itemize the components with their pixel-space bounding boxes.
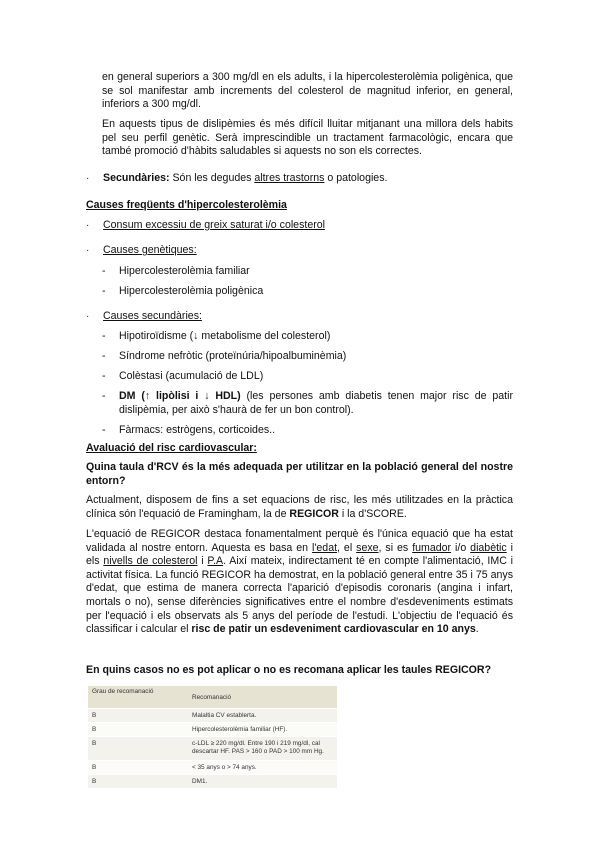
avaluacio-paragraph-1 [86, 494, 513, 521]
intro-paragraph-2: En aquests tipus de dislipèmies és més difícil lluitar mitjanant una millora dels habits pel seu perfil genètic. Serà imprescindible un tractament farmacològic, encara que també promoció d'hàbits saludables si aquests no son els correctes. [102, 118, 513, 158]
causes-item-1: Consum excessiu de greix saturat i/o colesterol [103, 219, 325, 231]
intro-paragraph-1: en general superiors a 300 mg/dl en els adults, i la hipercolesterolèmia poligènica, que se sol manifestar amb increments del colesterol de magnitud inferior, en general, inferiors a 300 mg/dl. [102, 71, 513, 111]
dash-marker: - [102, 285, 106, 297]
table-header-row [88, 686, 337, 708]
table-row [88, 722, 337, 736]
grade-cell: B [88, 722, 188, 736]
causes-heading: Causes freqüents d'hipercolesterolèmia [86, 199, 287, 211]
p2-edat: l'edat [312, 541, 338, 554]
genetic-item-1: Hipercolesterolèmia familiar [119, 265, 250, 277]
secundaries-link[interactable]: altres trastorns [254, 172, 325, 184]
question-rcv: Quina taula d'RCV és la més adequada per utilitzar en la població general del nostre entorn? [86, 461, 513, 487]
secondary-item-2: Síndrome nefròtic (proteïnúria/hipoalbuminèmia) [119, 350, 347, 362]
p2-sep: i/o [451, 541, 471, 554]
secondary-item-3: Colèstasi (acumulació de LDL) [119, 370, 264, 382]
p2-fumador: fumador [412, 541, 452, 554]
table-row [88, 708, 337, 722]
p2-sep: i els [86, 541, 513, 568]
secundaries-text-a: Són les degudes [169, 172, 255, 184]
p1-text-c: i la d'SCORE. [338, 507, 407, 520]
bullet: · [86, 245, 90, 256]
avaluacio-heading: Avaluació del risc cardiovascular: [86, 442, 257, 454]
table-row [88, 736, 337, 760]
secondary-item-dm [119, 390, 513, 417]
secundaries-line [103, 172, 523, 186]
p2-text-b: . Així mateix, indirectament té en compte l'alimentació, IMC i activitat física. La funció REGICOR ha demostrat, en la població general entre 35 i 75 anys d'edat, que estima de manera correcta l'aparició d'episodis coronaris (angina i infart, mortals o no), sense diferències significatives entre el nombre d'esdeveniments estimats per l'equació i els observats als 5 anys del període de l'estudi. L'objectiu de l'equació és classificar i calcular el [86, 555, 513, 636]
dash-marker: - [102, 390, 106, 402]
p2-bold: risc de patir un esdeveniment cardiovascular en 10 anys [191, 623, 476, 636]
p1-text-a: Actualment, disposem de fins a set equacions de risc, les més utilitzades en la pràctica clínica són l'equació de Framingham, la de [86, 494, 513, 520]
bullet: · [86, 311, 90, 322]
secundaries-label: Secundàries: [103, 172, 170, 184]
recommendation-cell: Malaltia CV establerta. [188, 708, 337, 722]
p2-pa: P.A [207, 555, 224, 568]
dm-bold: DM (↑ lipòlisi i ↓ HDL) [119, 390, 241, 402]
dash-marker: - [102, 424, 106, 436]
secundaries-text-b: o patologies. [324, 172, 388, 184]
causes-genetiques-label: Causes genètiques: [103, 244, 197, 256]
dm-text: (les persones amb diabetis tenen major risc de patir dislipèmia, per això s'haurà de fer un bon control). [119, 390, 513, 416]
p2-text-a: L'equació de REGICOR destaca fonamentalment perquè és l'única equació que ha estat validada al nostre entorn. Aquesta es basa en [86, 528, 513, 554]
p2-sep: i [197, 555, 208, 568]
secondary-item-farmacs: Fàrmacs: estrògens, corticoides.. [119, 424, 276, 436]
dash-marker: - [102, 330, 106, 342]
dash-marker: - [102, 370, 106, 382]
dash-marker: - [102, 265, 106, 277]
recommendation-cell: Hipercolesterolèmia familiar (HF). [188, 722, 337, 736]
bullet: · [86, 173, 90, 184]
p2-end: . [475, 623, 479, 636]
grade-cell: B [88, 708, 188, 722]
secondary-item-1: Hipotiroïdisme (↓ metabolisme del colesterol) [119, 330, 331, 342]
recommendation-table [88, 686, 337, 789]
grade-cell: B [88, 760, 188, 774]
p2-sep: , si es [378, 541, 413, 554]
p2-sexe: sexe [356, 541, 379, 554]
grade-cell: B [88, 774, 188, 788]
bullet: · [86, 220, 90, 231]
p2-diabetic: diabètic [470, 541, 507, 554]
p2-nivells: nivells de colesterol [103, 555, 198, 568]
recommendation-cell: < 35 anys o > 74 anys. [188, 760, 337, 774]
avaluacio-paragraph-2 [86, 528, 513, 637]
question-regicor: En quins casos no es pot aplicar o no es recomana aplicar les taules REGICOR? [86, 664, 492, 676]
table-row [88, 760, 337, 774]
genetic-item-2: Hipercolesterolèmia poligènica [119, 285, 264, 297]
header-grau: Grau de recomanació [88, 686, 188, 708]
causes-secundaries-label: Causes secundàries: [103, 310, 202, 322]
header-recomanacio: Recomanació [188, 686, 337, 708]
dash-marker: - [102, 350, 106, 362]
p1-regicor: REGICOR [289, 507, 339, 520]
grade-cell: B [88, 736, 188, 760]
p2-sep: , el [337, 541, 357, 554]
table-row [88, 774, 337, 788]
recommendation-cell: c-LDL ≥ 220 mg/dl. Entre 190 i 219 mg/dl, cal descartar HF. PAS > 160 o PAD > 100 mm Hg. [188, 736, 337, 760]
recommendation-cell: DM1. [188, 774, 337, 788]
